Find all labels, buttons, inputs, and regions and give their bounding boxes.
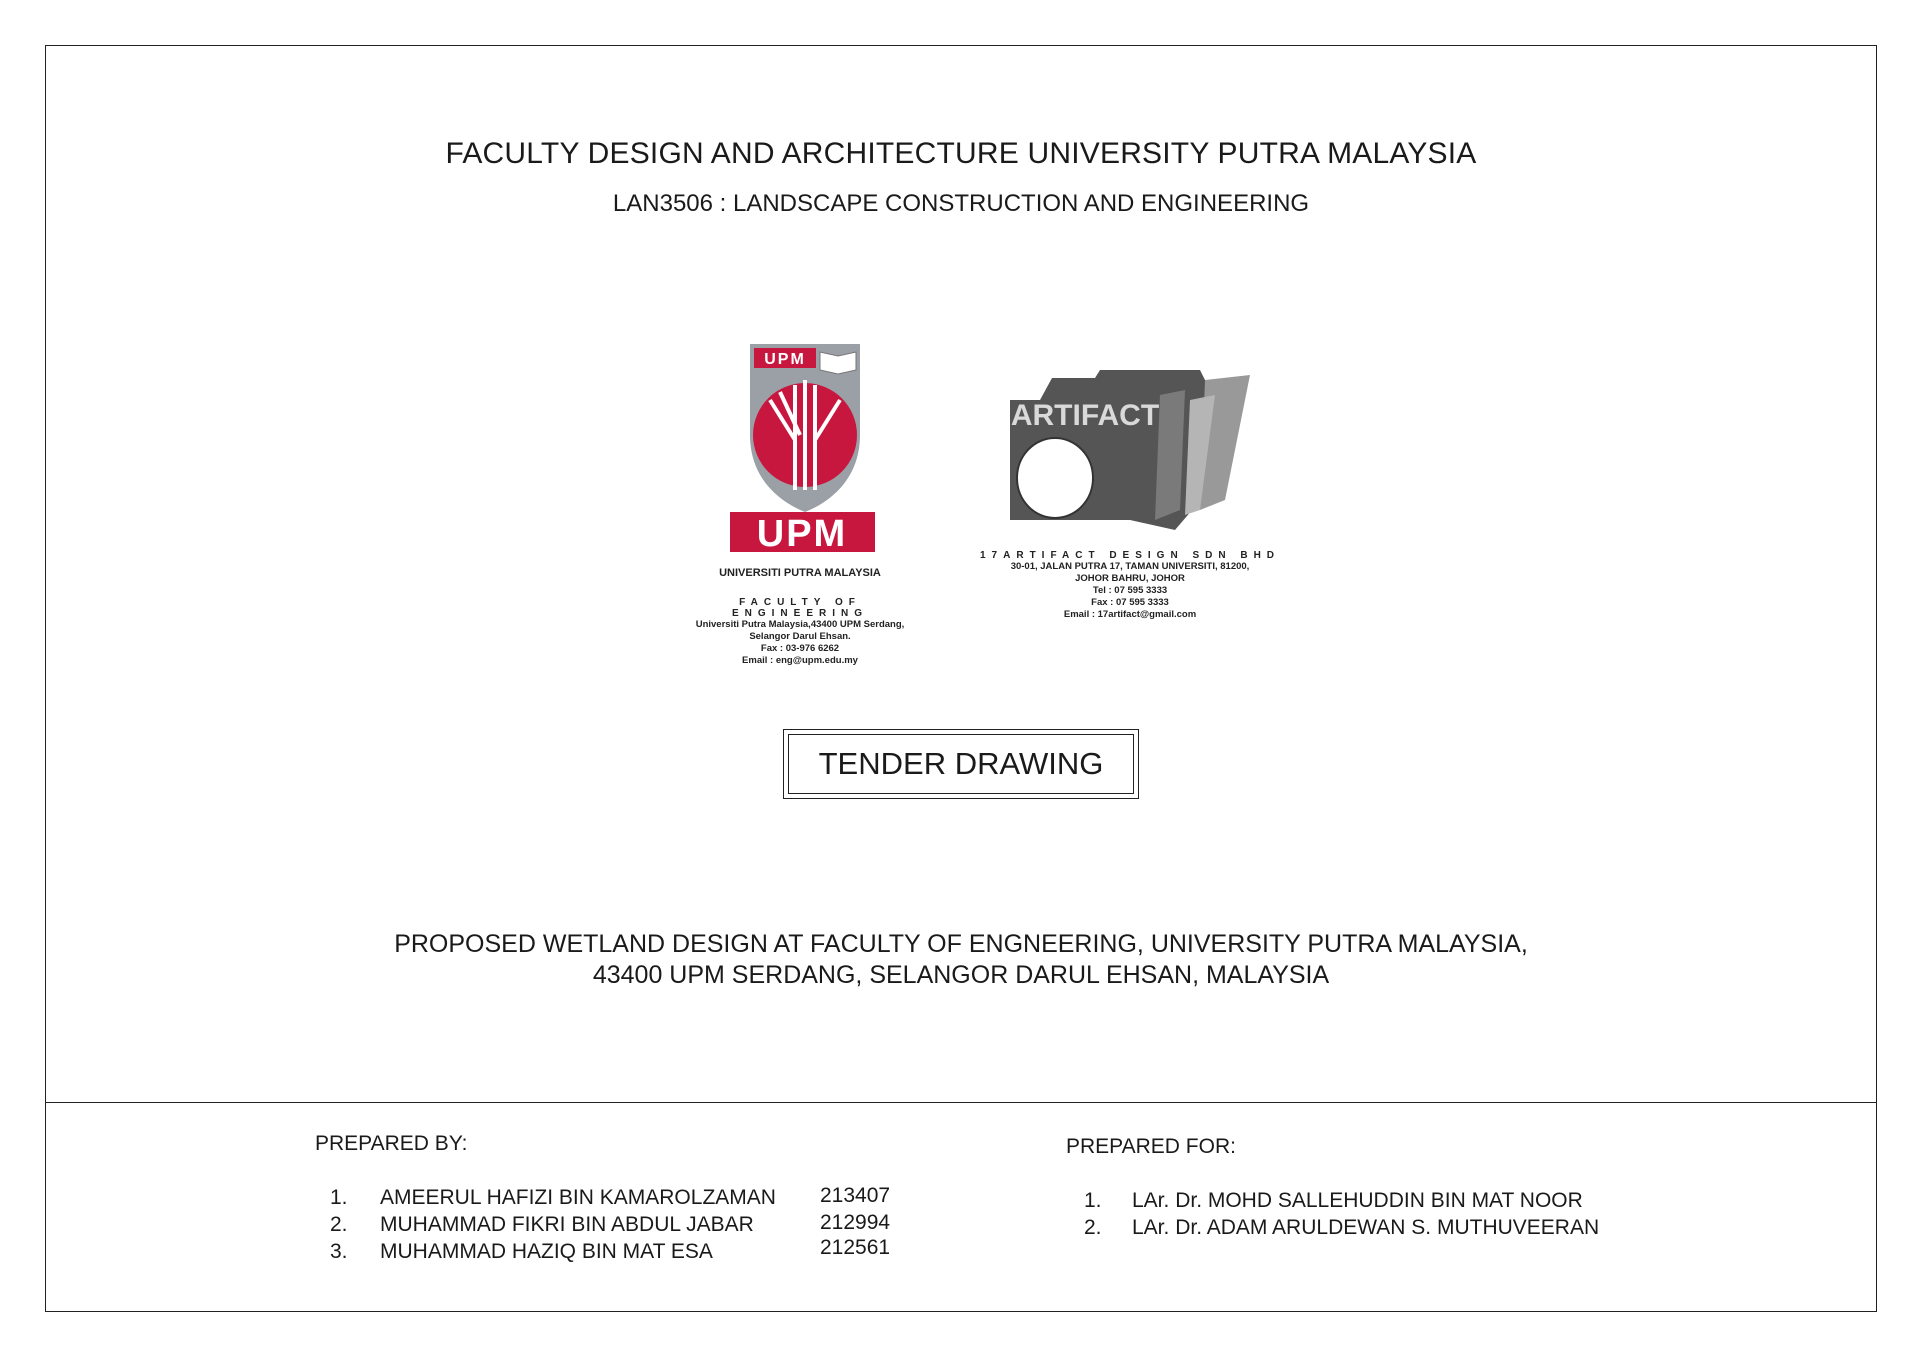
proposal-line-1: PROPOSED WETLAND DESIGN AT FACULTY OF ENGNEERING, UNIVERSITY PUTRA MALAYSIA, bbox=[394, 930, 1528, 958]
student-id: 212561 bbox=[820, 1236, 891, 1259]
svg-text:ARTIFACT: ARTIFACT bbox=[1010, 399, 1160, 432]
list-number: 3. bbox=[330, 1240, 348, 1263]
upm-logo-block bbox=[670, 340, 930, 667]
course-subtitle: LAN3506 : LANDSCAPE CONSTRUCTION AND ENGINEERING bbox=[612, 190, 1310, 217]
member-name: MUHAMMAD FIKRI BIN ABDUL JABAR bbox=[380, 1213, 754, 1236]
prepared-by-label: PREPARED BY: bbox=[315, 1132, 468, 1155]
tender-drawing-label: TENDER DRAWING bbox=[788, 734, 1134, 794]
svg-text:UPM: UPM bbox=[756, 513, 848, 555]
prepared-for-label: PREPARED FOR: bbox=[1066, 1135, 1236, 1158]
faculty-title: FACULTY DESIGN AND ARCHITECTURE UNIVERSITY PUTRA MALAYSIA bbox=[445, 137, 1477, 170]
upm-caption-line: Selangor Darul Ehsan. bbox=[749, 631, 851, 642]
upm-caption-line: Fax : 03-976 6262 bbox=[760, 643, 840, 654]
lecturer-name: LAr. Dr. ADAM ARULDEWAN S. MUTHUVEERAN bbox=[1132, 1216, 1600, 1239]
svg-text:UPM: UPM bbox=[764, 351, 806, 368]
artifact-caption-line: Email : 17artifact@gmail.com bbox=[1063, 609, 1197, 620]
artifact-caption-line: 30-01, JALAN PUTRA 17, TAMAN UNIVERSITI, 81200, bbox=[1010, 561, 1250, 572]
proposal-line-2: 43400 UPM SERDANG, SELANGOR DARUL EHSAN, MALAYSIA bbox=[592, 961, 1330, 989]
list-number: 2. bbox=[1084, 1216, 1102, 1239]
list-number: 2. bbox=[330, 1213, 348, 1236]
artifact-caption-line: JOHOR BAHRU, JOHOR bbox=[1075, 573, 1185, 584]
artifact-caption-head: 17ARTIFACT DESIGN SDN BHD bbox=[980, 550, 1281, 561]
tender-drawing-box bbox=[783, 729, 1139, 799]
student-id: 212994 bbox=[820, 1211, 891, 1234]
list-number: 1. bbox=[1084, 1189, 1102, 1212]
member-name: AMEERUL HAFIZI BIN KAMAROLZAMAN bbox=[380, 1186, 776, 1209]
artifact-caption-line: Tel : 07 595 3333 bbox=[1092, 585, 1168, 596]
upm-caption-line: Email : eng@upm.edu.my bbox=[742, 655, 858, 666]
member-name: MUHAMMAD HAZIQ BIN MAT ESA bbox=[380, 1240, 713, 1263]
lecturer-name: LAr. Dr. MOHD SALLEHUDDIN BIN MAT NOOR bbox=[1132, 1189, 1583, 1212]
upm-crest-logo bbox=[710, 340, 890, 565]
upm-university-name: UNIVERSITI PUTRA MALAYSIA bbox=[719, 567, 881, 579]
upm-caption-line: Universiti Putra Malaysia,43400 UPM Serdang, bbox=[695, 619, 905, 630]
artifact-caption-line: Fax : 07 595 3333 bbox=[1091, 597, 1169, 608]
student-id: 213407 bbox=[820, 1184, 891, 1207]
list-number: 1. bbox=[330, 1186, 348, 1209]
upm-caption-head: FACULTY OF ENGINEERING bbox=[731, 597, 868, 619]
artifact-logo-block bbox=[980, 370, 1280, 621]
artifact-camera-logo bbox=[1000, 370, 1260, 535]
footer-divider bbox=[45, 1102, 1877, 1103]
page-border bbox=[45, 45, 1877, 1312]
